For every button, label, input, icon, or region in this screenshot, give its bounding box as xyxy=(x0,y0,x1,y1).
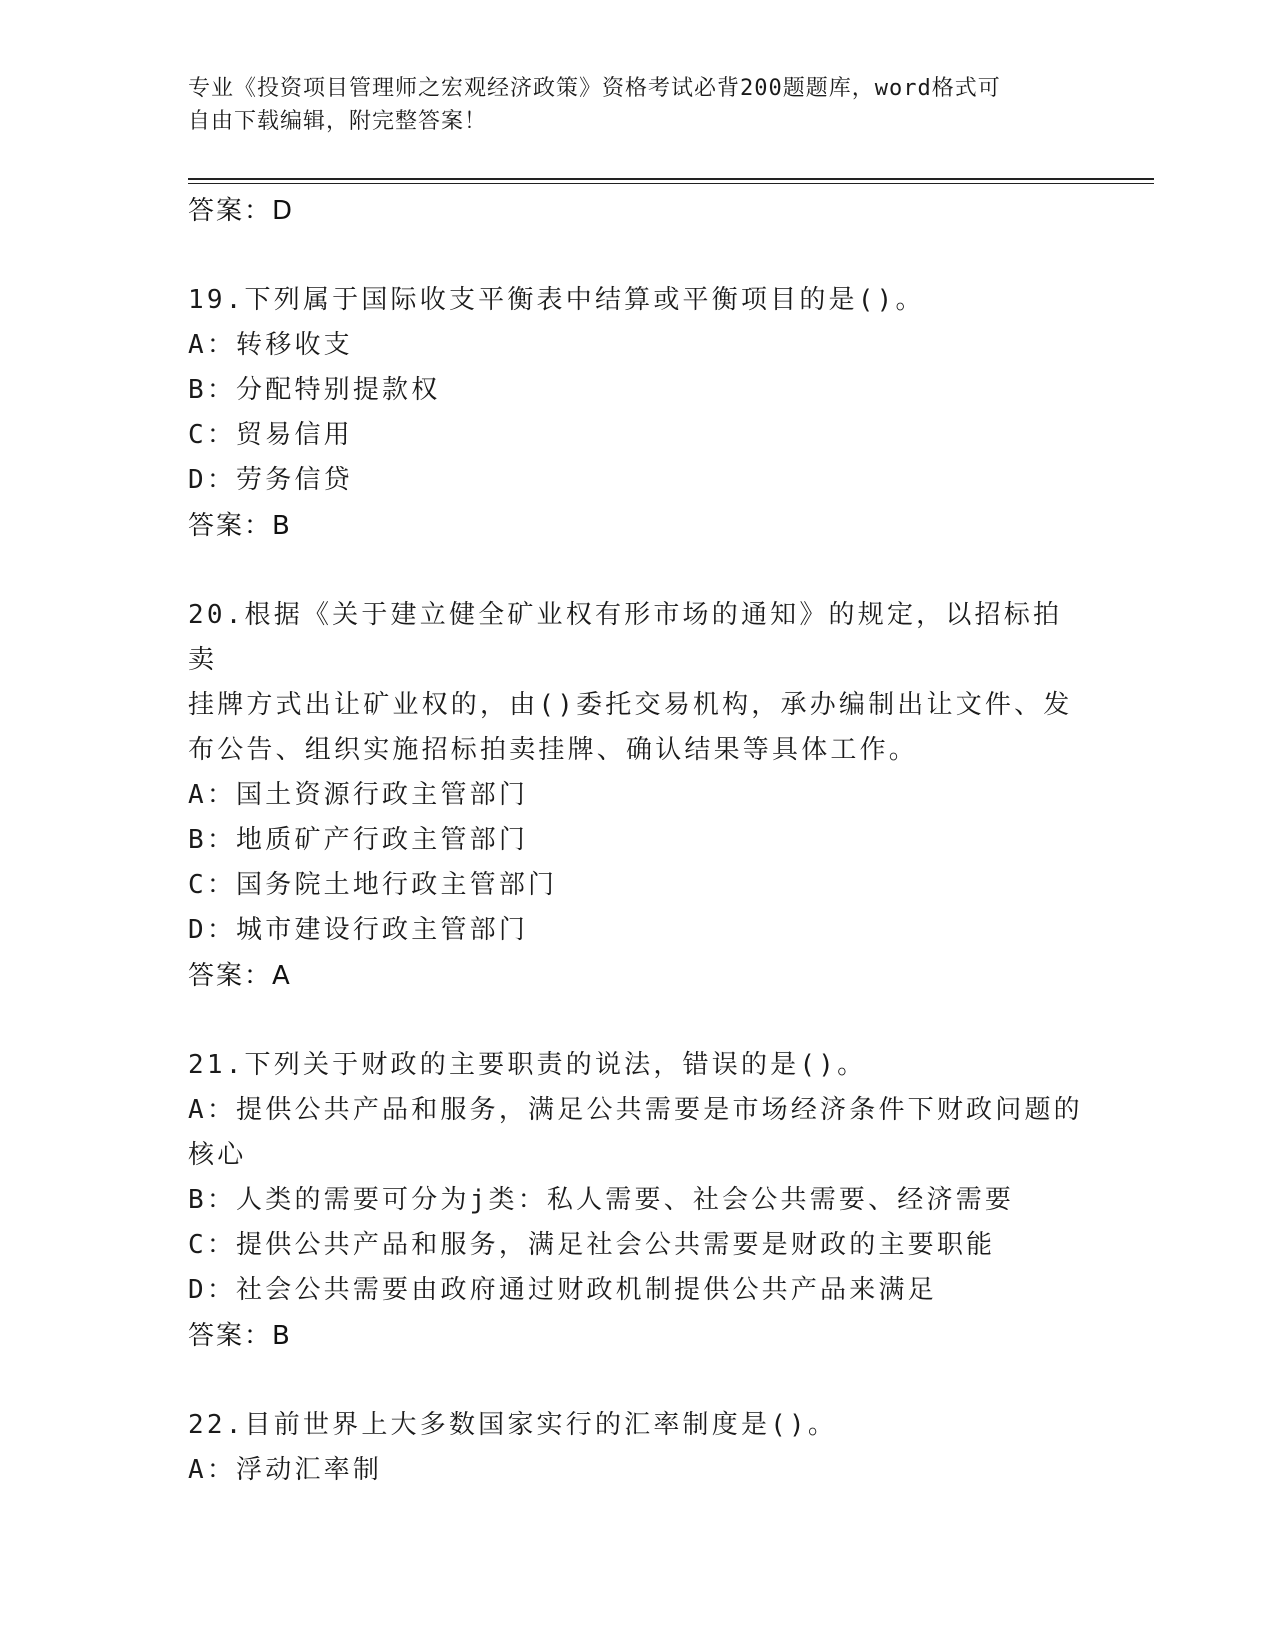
option-19-d: D：劳务信贷 xyxy=(188,465,353,495)
option-21-a-line-1: A：提供公共产品和服务，满足公共需要是市场经济条件下财政问题的 xyxy=(188,1095,1083,1125)
option-20-a: A：国土资源行政主管部门 xyxy=(188,780,529,810)
header-line-2: 自由下载编辑，附完整答案！ xyxy=(188,109,488,134)
question-block-20 xyxy=(188,593,1088,999)
question-text-19: 19.下列属于国际收支平衡表中结算或平衡项目的是()。 xyxy=(188,285,925,315)
option-19-b: B：分配特别提款权 xyxy=(188,375,441,405)
question-text-21: 21.下列关于财政的主要职责的说法，错误的是()。 xyxy=(188,1050,867,1080)
question-block-21 xyxy=(188,1043,1088,1359)
option-19-c: C：贸易信用 xyxy=(188,420,353,450)
option-20-d: D：城市建设行政主管部门 xyxy=(188,915,529,945)
document-header xyxy=(188,72,1088,138)
option-21-b: B：人类的需要可分为j类：私人需要、社会公共需要、经济需要 xyxy=(188,1185,1015,1215)
header-divider-thin xyxy=(188,183,1154,184)
question-block-22 xyxy=(188,1403,1088,1493)
option-20-b: B：地质矿产行政主管部门 xyxy=(188,825,529,855)
question-text-20-line-1: 20.根据《关于建立健全矿业权有形市场的通知》的规定，以招标拍卖 xyxy=(188,600,1063,675)
option-22-a: A：浮动汇率制 xyxy=(188,1455,383,1485)
answer-21: 答案：B xyxy=(188,1321,292,1351)
option-21-a-line-2: 核心 xyxy=(188,1140,247,1170)
answer-19: 答案：B xyxy=(188,511,292,541)
header-divider-thick xyxy=(188,178,1154,180)
question-text-20-line-3: 布公告、组织实施招标拍卖挂牌、确认结果等具体工作。 xyxy=(188,735,919,765)
option-20-c: C：国务院土地行政主管部门 xyxy=(188,870,558,900)
header-line-1: 专业《投资项目管理师之宏观经济政策》资格考试必背200题题库，word格式可 xyxy=(188,76,1001,101)
question-list xyxy=(188,188,1088,1493)
question-text-20 xyxy=(188,593,1088,773)
option-21-d: D：社会公共需要由政府通过财政机制提供公共产品来满足 xyxy=(188,1275,937,1305)
option-19-a: A：转移收支 xyxy=(188,330,353,360)
answer-prev: 答案：D xyxy=(188,196,295,226)
answer-20: 答案：A xyxy=(188,961,292,991)
question-text-22: 22.目前世界上大多数国家实行的汇率制度是()。 xyxy=(188,1410,838,1440)
option-21-c: C：提供公共产品和服务，满足社会公共需要是财政的主要职能 xyxy=(188,1230,996,1260)
question-block-19 xyxy=(188,278,1088,549)
question-text-20-line-2: 挂牌方式出让矿业权的，由()委托交易机构，承办编制出让文件、发 xyxy=(188,690,1073,720)
